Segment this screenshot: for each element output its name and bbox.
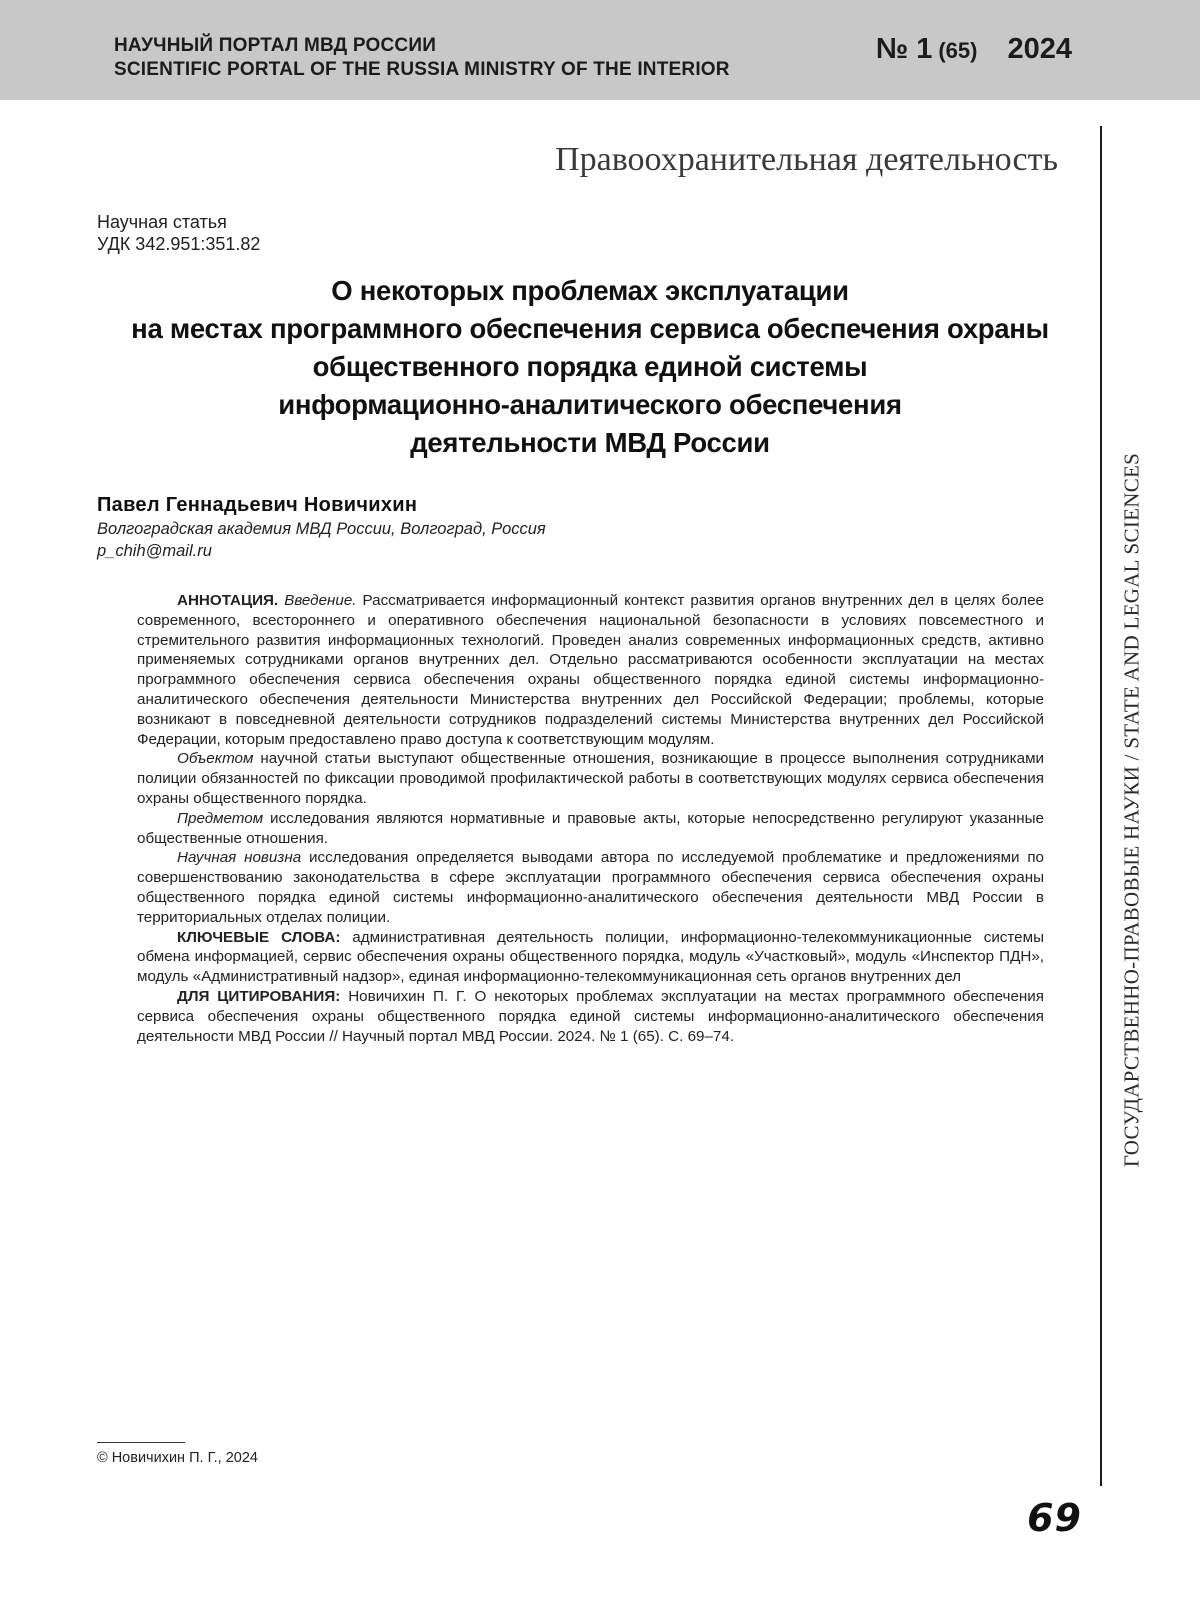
issue-sub-number: (65) (938, 38, 977, 63)
issue-info (876, 33, 1072, 66)
journal-header (0, 0, 1200, 100)
title-line: деятельности МВД России (100, 424, 1080, 462)
page-number: 69 (1027, 1496, 1082, 1540)
title-line: на местах программного обеспечения сервиса обеспечения охраны (100, 310, 1080, 348)
title-line: общественного порядка единой системы (100, 348, 1080, 386)
abstract-label: АННОТАЦИЯ. (177, 592, 278, 609)
abstract-paragraph (137, 848, 1044, 927)
author-name: Павел Геннадьевич Новичихин (97, 494, 417, 517)
abstract-paragraph (137, 591, 1044, 749)
subject-text: исследования являются нормативные и правовые акты, которые непосредственно регулируют указанные общественные отношения. (137, 810, 1044, 847)
object-label: Объектом (177, 750, 253, 767)
abstract-paragraph (137, 809, 1044, 849)
novelty-label: Научная новизна (177, 849, 301, 866)
title-line: О некоторых проблемах эксплуатации (100, 272, 1080, 310)
object-text: научной статьи выступают общественные отношения, возникающие в процессе выполнения сотрудниками полиции обязанностей по фиксации проводимой профилактической работы в соответствующих модулях сервиса обеспечения охраны общественного порядка. (137, 750, 1044, 807)
article-type: Научная статья (97, 212, 227, 233)
author-affiliation: Волгоградская академия МВД России, Волгоград, Россия (97, 520, 546, 539)
abstract-paragraph (137, 749, 1044, 808)
citation-label: ДЛЯ ЦИТИРОВАНИЯ: (177, 988, 340, 1005)
intro-label: Введение. (284, 592, 356, 609)
udc-code: УДК 342.951:351.82 (97, 234, 260, 255)
article-title (100, 272, 1080, 462)
section-side-label: ГОСУДАРСТВЕННО-ПРАВОВЫЕ НАУКИ / STATE AND LEGAL SCIENCES (1120, 453, 1145, 1167)
keywords-paragraph (137, 928, 1044, 987)
journal-name-en: SCIENTIFIC PORTAL OF THE RUSSIA MINISTRY OF THE INTERIOR (114, 59, 730, 81)
margin-rule (1100, 126, 1102, 1486)
copyright-note: © Новичихин П. Г., 2024 (97, 1450, 258, 1466)
rubric-heading: Правоохранительная деятельность (555, 141, 1058, 179)
keywords-label: КЛЮЧЕВЫЕ СЛОВА: (177, 929, 340, 946)
subject-label: Предметом (177, 810, 263, 827)
intro-text: Рассматривается информационный контекст развития органов внутренних дел в целях более современного, всестороннего и оперативного обеспечения национальной безопасности в условиях повсеместного и стремительного развития информационных технологий. Проведен анализ современных информационных средств, активно применяемых сотрудниками органов внутренних дел. Отдельно рассматриваются особенности эксплуатации на местах программного обеспечения сервиса обеспечения охраны общественного порядка единой системы информационно-аналитического обеспечения деятельности Министерства внутренних дел Российской Федерации; проблемы, которые возникают в повседневной деятельности сотрудников подразделений системы Министерства внутренних дел Российской Федерации, которым предоставлено право доступа к соответствующим модулям. (137, 592, 1044, 748)
citation-text: Новичихин П. Г. О некоторых проблемах эксплуатации на местах программного обеспечения сервиса обеспечения охраны общественного порядка единой системы информационно-аналитического обеспечения деятельности МВД России // Научный портал МВД России. 2024. № 1 (65). С. 69–74. (137, 988, 1044, 1045)
author-email: p_chih@mail.ru (97, 542, 212, 561)
title-line: информационно-аналитического обеспечения (100, 386, 1080, 424)
footnote-rule (97, 1442, 185, 1443)
issue-number: № 1 (876, 33, 933, 65)
citation-paragraph (137, 987, 1044, 1046)
journal-name-ru: НАУЧНЫЙ ПОРТАЛ МВД РОССИИ (114, 35, 436, 57)
novelty-text: исследования определяется выводами автора по исследуемой проблематике и предложениями по совершенствованию законодательства в сфере эксплуатации программного обеспечения сервиса обеспечения охраны общественного порядка единой системы информационно-аналитического обеспечения деятельности МВД России в территориальных отделах полиции. (137, 849, 1044, 925)
abstract-block (137, 591, 1044, 1046)
keywords-text: административная деятельность полиции, информационно-телекоммуникационные системы обмена информацией, сервис обеспечения охраны общественного порядка, модуль «Участковый», модуль «Инспектор ПДН», модуль «Административный надзор», единая информационно-телекоммуникационная сеть органов внутренних дел (137, 929, 1044, 986)
issue-year: 2024 (1007, 33, 1072, 65)
